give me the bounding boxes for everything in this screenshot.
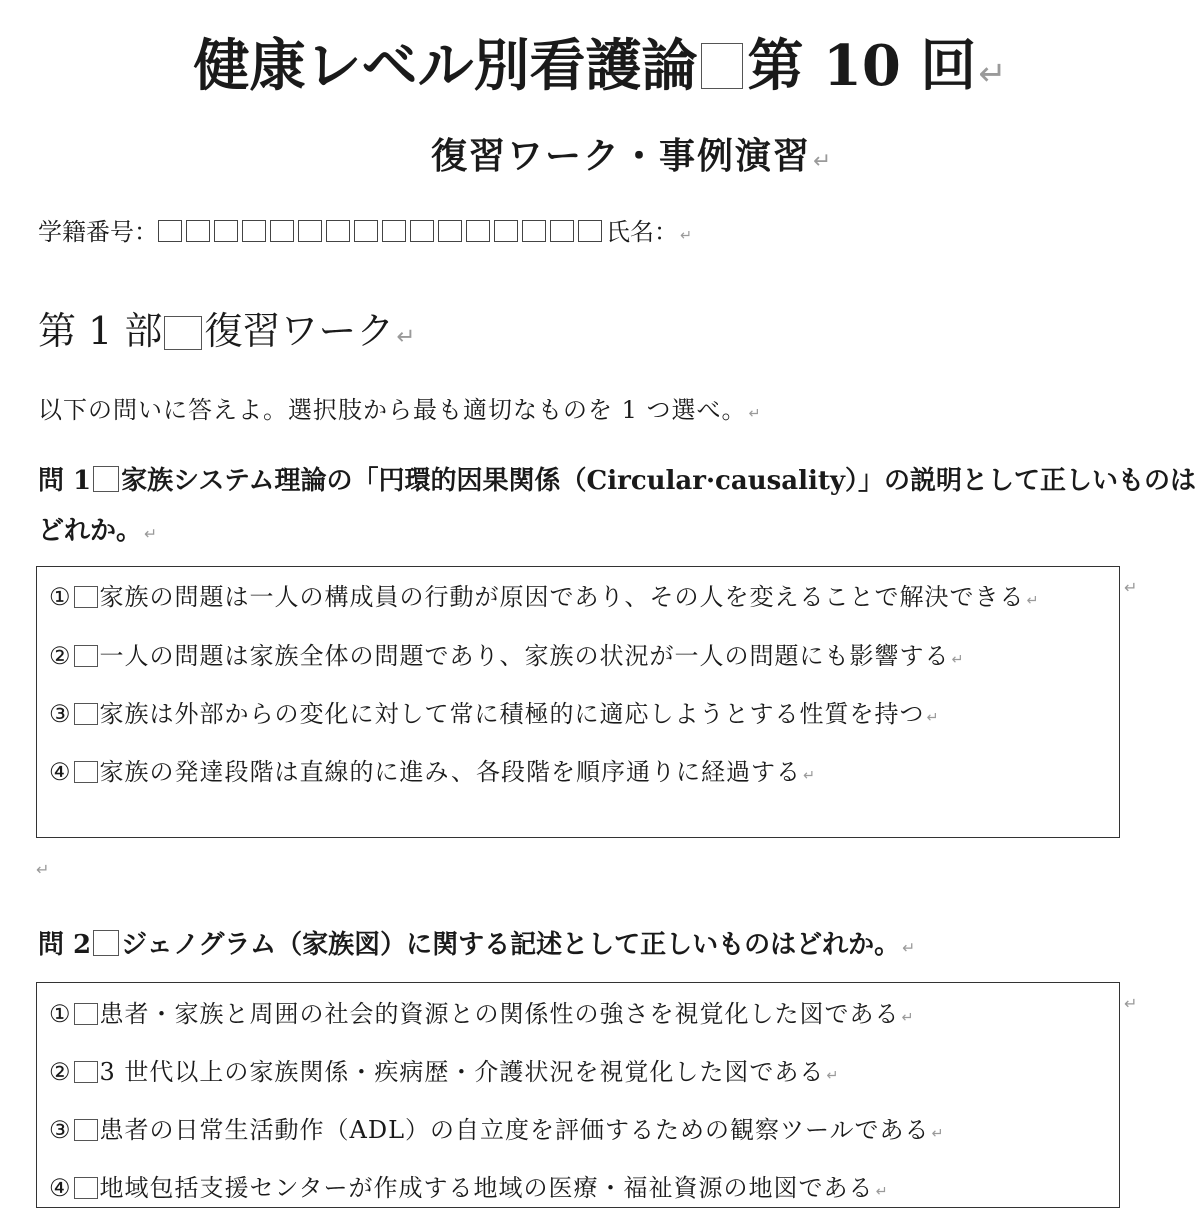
question-2-text <box>38 920 1200 973</box>
document-title <box>0 22 1200 102</box>
paragraph-mark-icon: ↵ <box>144 525 158 543</box>
paragraph-mark-icon: ↵ <box>901 1010 915 1026</box>
space-marker-icon <box>74 761 98 783</box>
question-body: ジェノグラム（家族図）に関する記述として正しいものはどれか。 <box>121 930 901 960</box>
space-marker-icon <box>93 466 119 492</box>
option-item <box>49 575 1109 623</box>
paragraph-mark-icon: ↵ <box>926 710 940 726</box>
option-item <box>49 749 1109 799</box>
part-heading <box>38 300 415 355</box>
option-text: 家族は外部からの変化に対して常に積極的に適応しようとする性質を持つ <box>99 700 925 728</box>
space-marker-icon <box>701 43 743 89</box>
option-text: 家族の発達段階は直線的に進み、各段階を順序通りに経過する <box>99 758 801 786</box>
paragraph-mark-icon: ↵ <box>748 406 762 422</box>
question-number: 問 2 <box>38 930 92 960</box>
option-number: ② <box>49 642 72 670</box>
space-marker-icon <box>74 1003 98 1025</box>
option-text: 一人の問題は家族全体の問題であり、家族の状況が一人の問題にも影響する <box>99 642 950 670</box>
title-prefix: 健康レベル別看護論 <box>193 33 698 99</box>
question-2-options-box <box>36 982 1120 1208</box>
paragraph-mark-icon: ↵ <box>812 149 834 174</box>
student-id-blank-boxes <box>158 218 606 246</box>
option-number: ③ <box>49 1116 72 1144</box>
option-item <box>49 1107 1109 1157</box>
name-label: 氏名： <box>606 218 678 246</box>
space-marker-icon <box>74 1177 98 1199</box>
space-marker-icon <box>74 645 98 667</box>
option-number: ① <box>49 583 72 611</box>
option-item <box>49 691 1109 741</box>
paragraph-mark-icon: ↵ <box>951 652 965 668</box>
option-text: 地域包括支援センターが作成する地域の医療・福祉資源の地図である <box>99 1174 874 1202</box>
paragraph-mark-icon: ↵ <box>396 324 416 350</box>
student-id-label: 学籍番号： <box>38 218 158 246</box>
option-text: 家族の問題は一人の構成員の行動が原因であり、その人を変えることで解決できる <box>99 583 1025 611</box>
paragraph-mark-icon: ↵ <box>1026 593 1040 609</box>
title-suffix: 第 10 回 <box>747 33 977 99</box>
question-body: 家族システム理論の「円環的因果関係（Circular·causality）」の説明として正しいものはどれか。 <box>38 466 1196 546</box>
document-subtitle <box>0 128 1200 179</box>
question-1-text <box>38 456 1200 559</box>
paragraph-mark-icon: ↵ <box>36 860 50 879</box>
space-marker-icon <box>74 586 98 608</box>
paragraph-mark-icon: ↵ <box>680 228 693 244</box>
option-number: ① <box>49 1000 72 1028</box>
option-item <box>49 991 1109 1041</box>
question-1-options-box <box>36 566 1120 838</box>
student-info-line <box>38 212 692 247</box>
paragraph-mark-icon: ↵ <box>1124 578 1138 597</box>
space-marker-icon <box>164 316 202 350</box>
paragraph-mark-icon: ↵ <box>1124 994 1138 1013</box>
option-number: ③ <box>49 700 72 728</box>
option-text: 3 世代以上の家族関係・疾病歴・介護状況を視覚化した図である <box>99 1058 825 1086</box>
option-text: 患者の日常生活動作（ADL）の自立度を評価するための観察ツールである <box>99 1116 930 1144</box>
subtitle-text: 復習ワーク・事例演習 <box>430 135 811 177</box>
option-text: 患者・家族と周囲の社会的資源との関係性の強さを視覚化した図である <box>99 1000 900 1028</box>
paragraph-mark-icon: ↵ <box>802 768 817 784</box>
instruction-label: 以下の問いに答えよ。選択肢から最も適切なものを 1 つ選べ。 <box>38 396 747 424</box>
part-number: 第 1 部 <box>38 309 163 353</box>
paragraph-mark-icon: ↵ <box>826 1068 840 1084</box>
option-item <box>49 1165 1109 1215</box>
option-number: ④ <box>49 758 72 786</box>
paragraph-mark-icon: ↵ <box>978 54 1007 93</box>
space-marker-icon <box>93 930 119 956</box>
option-item <box>49 633 1109 683</box>
option-number: ④ <box>49 1174 72 1202</box>
paragraph-mark-icon: ↵ <box>902 939 916 957</box>
part-title: 復習ワーク <box>204 309 395 353</box>
paragraph-mark-icon: ↵ <box>931 1126 945 1142</box>
instruction-text <box>38 390 762 425</box>
paragraph-mark-icon: ↵ <box>875 1184 889 1200</box>
space-marker-icon <box>74 1119 98 1141</box>
space-marker-icon <box>74 1061 98 1083</box>
question-number: 問 1 <box>38 466 92 496</box>
option-item <box>49 1049 1109 1099</box>
space-marker-icon <box>74 703 98 725</box>
option-number: ② <box>49 1058 72 1086</box>
